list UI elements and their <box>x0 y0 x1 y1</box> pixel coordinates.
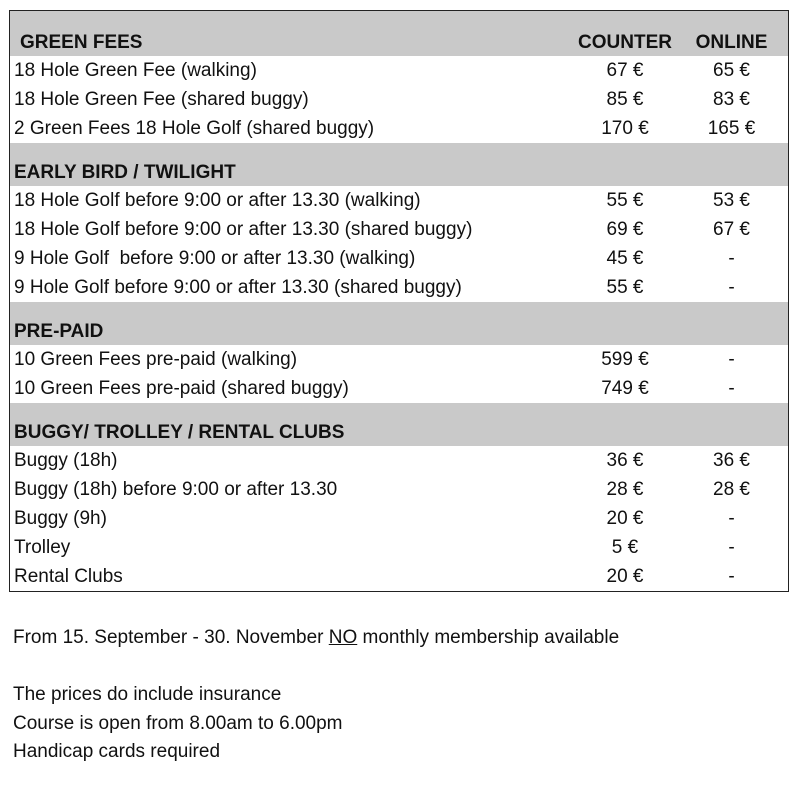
row-label: 10 Green Fees pre-paid (shared buggy) <box>14 378 349 399</box>
row-label: 18 Hole Green Fee (shared buggy) <box>14 89 309 110</box>
counter-price: 599 € <box>601 349 649 370</box>
online-price: - <box>728 248 735 269</box>
counter-price: 20 € <box>606 508 644 529</box>
row-label: Rental Clubs <box>14 566 123 587</box>
table-row <box>10 273 788 302</box>
row-label: 18 Hole Golf before 9:00 or after 13.30 (shared buggy) <box>14 219 473 240</box>
section-header-green-fees <box>10 11 788 56</box>
counter-price: 20 € <box>606 566 644 587</box>
row-label: 9 Hole Golf before 9:00 or after 13.30 (walking) <box>14 248 416 269</box>
membership-note-emphasis: NO <box>328 627 358 648</box>
counter-price: 55 € <box>606 277 644 298</box>
table-row <box>10 504 788 533</box>
online-price: - <box>728 349 735 370</box>
section-header-buggy-trolley-rental <box>10 403 788 446</box>
row-label: Buggy (18h) before 9:00 or after 13.30 <box>14 479 338 500</box>
counter-price: 170 € <box>601 118 649 139</box>
online-price: - <box>728 537 735 558</box>
counter-price: 55 € <box>606 190 644 211</box>
online-price: 28 € <box>713 479 750 500</box>
section-header-pre-paid <box>10 302 788 345</box>
column-header-online: ONLINE <box>695 32 768 53</box>
row-label: Buggy (18h) <box>14 450 118 471</box>
opening-hours-note: Course is open from 8.00am to 6.00pm <box>13 712 343 734</box>
online-price: - <box>728 378 735 399</box>
row-label: 9 Hole Golf before 9:00 or after 13.30 (shared buggy) <box>14 277 462 298</box>
counter-price: 45 € <box>606 248 644 269</box>
online-price: 65 € <box>713 60 750 81</box>
row-label: Trolley <box>14 537 71 558</box>
section-title: PRE-PAID <box>14 321 104 342</box>
table-row <box>10 562 788 591</box>
counter-price: 5 € <box>611 537 639 558</box>
online-price: 165 € <box>707 118 756 139</box>
notes-block <box>13 624 783 767</box>
counter-price: 749 € <box>601 378 649 399</box>
membership-note-prefix: From 15. September - 30. November <box>13 627 329 648</box>
row-label: Buggy (9h) <box>14 508 107 529</box>
handicap-note: Handicap cards required <box>13 741 221 762</box>
column-header-counter: COUNTER <box>578 32 672 53</box>
table-row <box>10 186 788 215</box>
spacer <box>13 653 783 682</box>
counter-price: 67 € <box>606 60 644 81</box>
online-price: - <box>728 508 735 529</box>
online-price: 83 € <box>713 89 750 110</box>
section-header-early-bird <box>10 143 788 186</box>
table-row <box>10 114 788 143</box>
online-price: 53 € <box>713 190 750 211</box>
counter-price: 36 € <box>606 450 644 471</box>
online-price: 36 € <box>713 450 750 471</box>
table-row <box>10 345 788 374</box>
counter-price: 85 € <box>606 89 644 110</box>
table-row <box>10 85 788 114</box>
insurance-note: The prices do include insurance <box>13 684 282 705</box>
table-row <box>10 215 788 244</box>
table-row <box>10 533 788 562</box>
membership-note <box>13 624 783 653</box>
online-price: - <box>728 566 735 587</box>
section-title: BUGGY/ TROLLEY / RENTAL CLUBS <box>14 422 345 443</box>
section-title: GREEN FEES <box>20 32 143 53</box>
section-title: EARLY BIRD / TWILIGHT <box>14 162 236 183</box>
table-row <box>10 244 788 273</box>
online-price: - <box>728 277 735 298</box>
row-label: 2 Green Fees 18 Hole Golf (shared buggy) <box>14 118 375 139</box>
table-row <box>10 374 788 403</box>
counter-price: 69 € <box>606 219 644 240</box>
price-table <box>9 10 789 592</box>
row-label: 10 Green Fees pre-paid (walking) <box>14 349 298 370</box>
table-row <box>10 446 788 475</box>
counter-price: 28 € <box>606 479 644 500</box>
membership-note-suffix: monthly membership available <box>357 627 620 648</box>
table-row <box>10 56 788 85</box>
table-row <box>10 475 788 504</box>
row-label: 18 Hole Golf before 9:00 or after 13.30 (walking) <box>14 190 421 211</box>
row-label: 18 Hole Green Fee (walking) <box>14 60 257 81</box>
online-price: 67 € <box>713 219 750 240</box>
